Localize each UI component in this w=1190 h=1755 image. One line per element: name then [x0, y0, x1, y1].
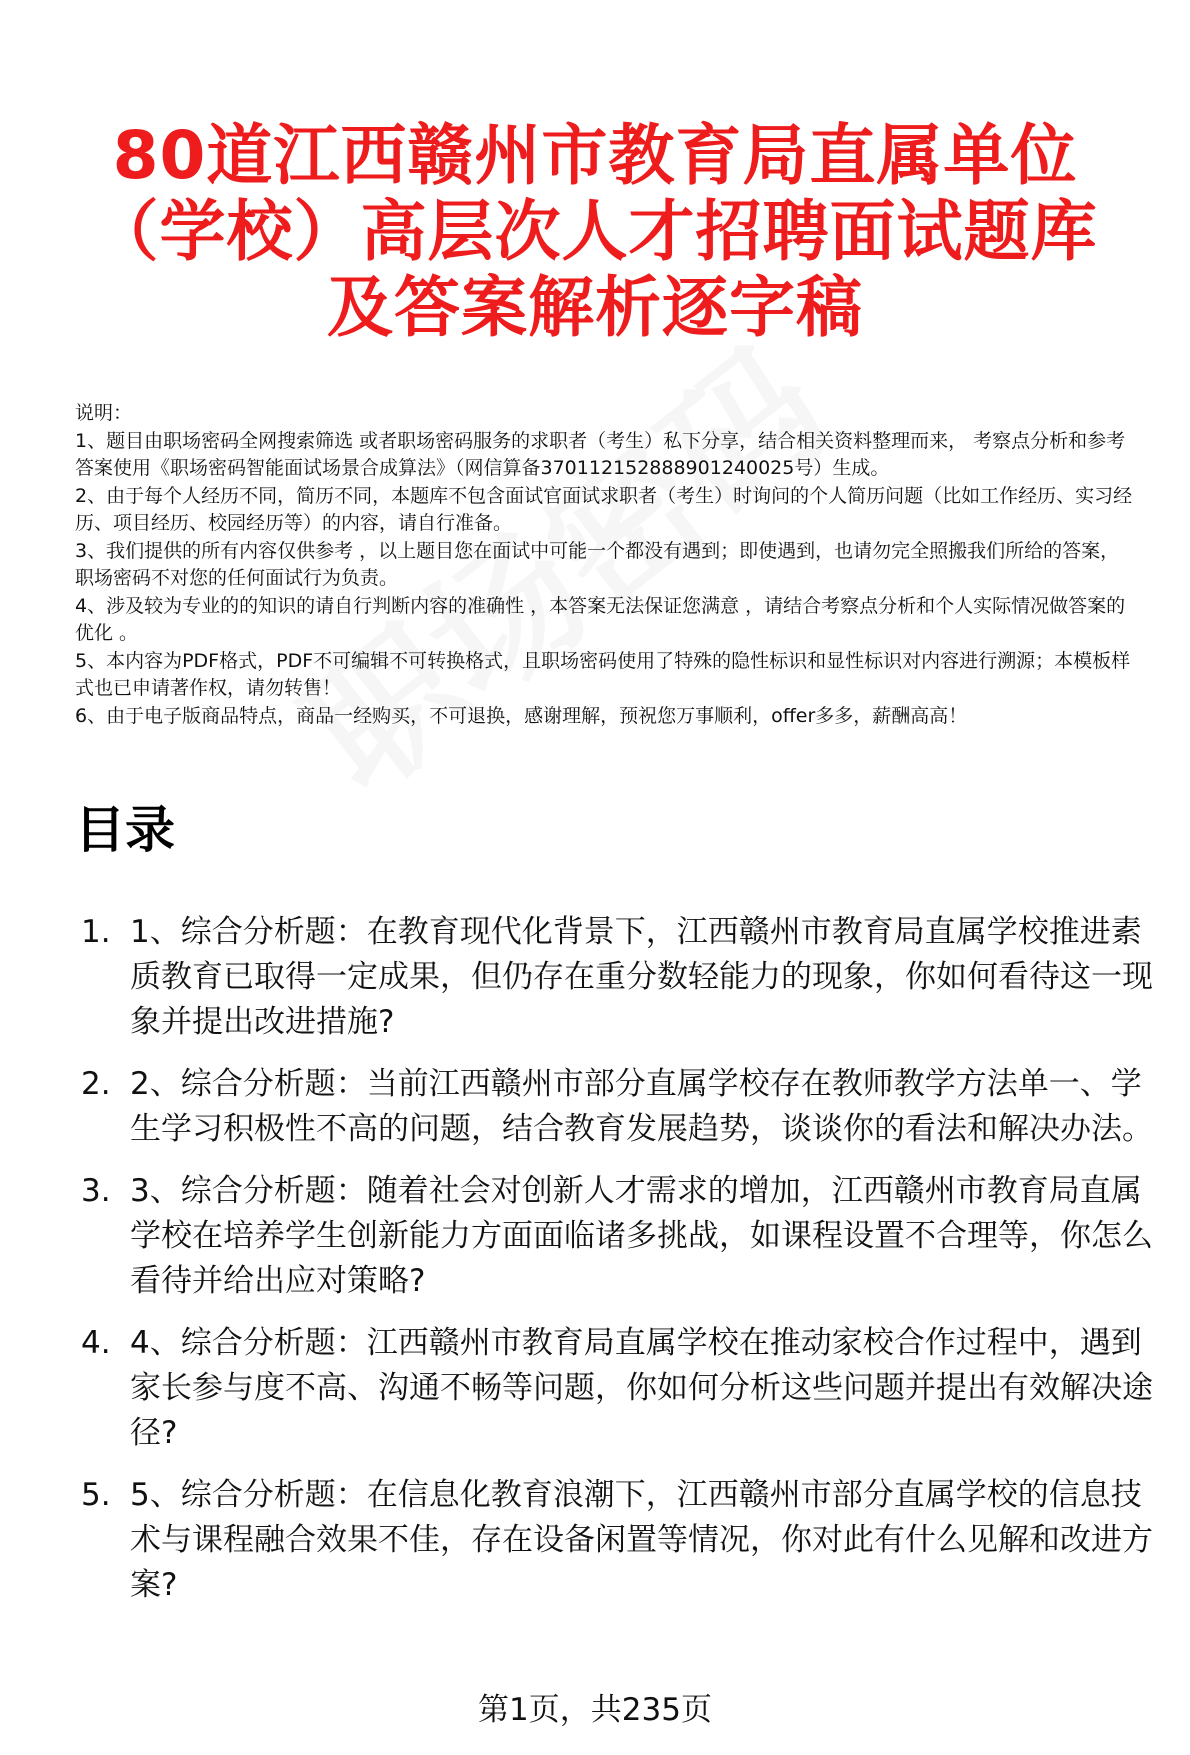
toc-item-number: 5. [81, 1477, 111, 1513]
toc-item-5[interactable] [75, 1473, 1160, 1608]
notes-heading: 说明： [75, 402, 133, 424]
toc-item-2[interactable] [75, 1062, 1160, 1152]
notes-section [75, 400, 1135, 730]
toc-item-number: 4. [81, 1325, 111, 1361]
toc-item-number: 3. [81, 1173, 111, 1209]
toc-item-text[interactable]: 1、综合分析题：在教育现代化背景下，江西赣州市教育局直属学校推进素质教育已取得一定成果，但仍存在重分数轻能力的现象，你如何看待这一现象并提出改进措施? [130, 914, 1153, 1040]
notes-item-4: 4、涉及较为专业的的知识的请自行判断内容的准确性 ，本答案无法保证您满意 ，请结合考察点分析和个人实际情况做答案的优化 。 [75, 594, 1126, 644]
notes-item-6: 6、由于电子版商品特点，商品一经购买，不可退换，感谢理解，预祝您万事顺利，offer多多，薪酬高高！ [75, 704, 968, 727]
title-line-3: 及答案解析逐字稿 [327, 269, 863, 346]
title-line-1: 80道江西赣州市教育局直属单位 [112, 117, 1078, 194]
notes-item-1: 1、题目由职场密码全网搜索筛选 或者职场密码服务的求职者（考生）私下分享，结合相关资料整理而来， 考察点分析和参考答案使用《职场密码智能面试场景合成算法》（网信算备370112152888901240025号）生成。 [75, 429, 1126, 479]
page-footer: 第1页，共235页 [478, 1692, 712, 1728]
notes-item-5: 5、本内容为PDF格式，PDF不可编辑不可转换格式，且职场密码使用了特殊的隐性标识和显性标识对内容进行溯源；本模板样式也已申请著作权，请勿转售！ [75, 649, 1131, 699]
toc-item-3[interactable] [75, 1169, 1160, 1304]
notes-item-2: 2、由于每个人经历不同，简历不同，本题库不包含面试官面试求职者（考生）时询问的个人简历问题（比如工作经历、实习经历、项目经历、校园经历等）的内容，请自行准备。 [75, 484, 1133, 534]
document-title [60, 118, 1130, 346]
toc-item-text[interactable]: 2、综合分析题：当前江西赣州市部分直属学校存在教师教学方法单一、学生学习积极性不高的问题，结合教育发展趋势，谈谈你的看法和解决办法。 [130, 1066, 1153, 1147]
toc-item-text[interactable]: 3、综合分析题：随着社会对创新人才需求的增加，江西赣州市教育局直属学校在培养学生创新能力方面面临诸多挑战，如课程设置不合理等，你怎么看待并给出应对策略? [130, 1173, 1153, 1299]
toc-item-4[interactable] [75, 1321, 1160, 1456]
toc-list [75, 910, 1160, 1625]
toc-item-1[interactable] [75, 910, 1160, 1045]
notes-item-3: 3、我们提供的所有内容仅供参考 ，以上题目您在面试中可能一个都没有遇到；即使遇到，也请勿完全照搬我们所给的答案，职场密码不对您的任何面试行为负责。 [75, 539, 1120, 589]
title-line-2: （学校）高层次人才招聘面试题库 [92, 193, 1098, 270]
toc-item-number: 1. [81, 914, 111, 950]
toc-item-number: 2. [81, 1066, 111, 1102]
toc-item-text[interactable]: 5、综合分析题：在信息化教育浪潮下，江西赣州市部分直属学校的信息技术与课程融合效果不佳，存在设备闲置等情况，你对此有什么见解和改进方案? [130, 1477, 1153, 1603]
toc-item-text[interactable]: 4、综合分析题：江西赣州市教育局直属学校在推动家校合作过程中，遇到家长参与度不高、沟通不畅等问题，你如何分析这些问题并提出有效解决途径? [130, 1325, 1153, 1451]
toc-heading: 目录 [75, 801, 175, 859]
